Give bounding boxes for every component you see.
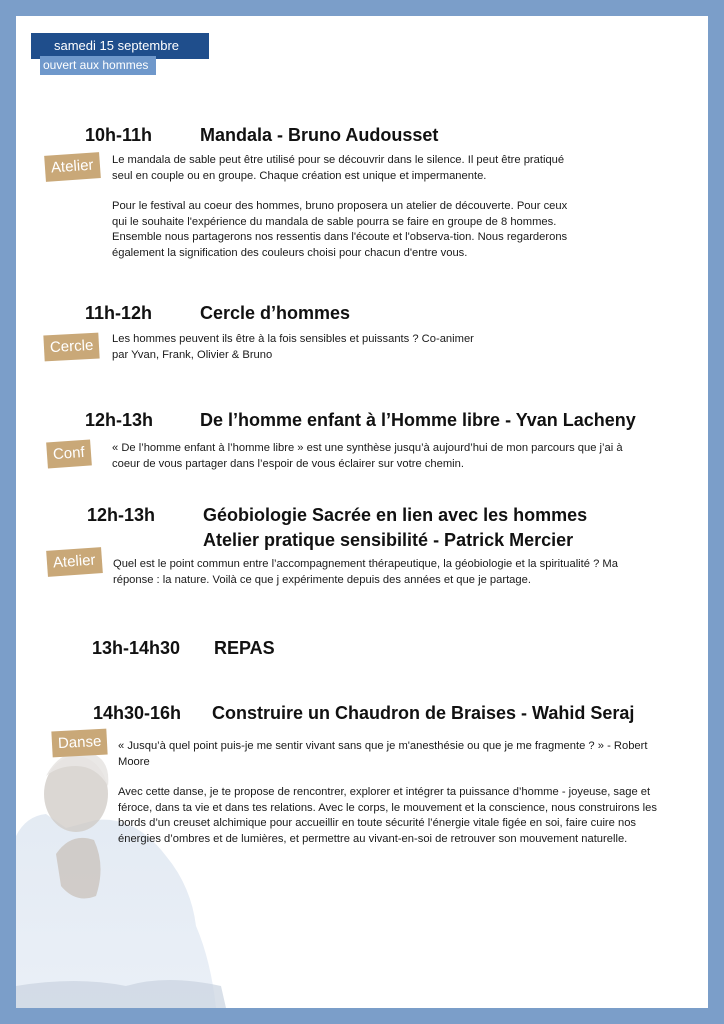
session-tag: Atelier	[46, 547, 102, 577]
description-paragraph: Avec cette danse, je te propose de rencontrer, explorer et intégrer ta puissance d’homme - joyeuse, sage et féroce, dans ta vie et dans tes relations. Avec le corps, le mouvement et la conscience, nous construirons les bords d’un creuset alchimique pour accueillir en toute sécurité l’énergie vitale figée en soi, faire cuire nos énergies d’ombres et de lumières, et permettre au vivant-en-soi de retrouver son mouvement naturelle.	[118, 786, 657, 845]
session-subtitle: Atelier pratique sensibilité - Patrick Mercier	[203, 530, 574, 550]
description-paragraph: Le mandala de sable peut être utilisé pour se découvrir dans le silence. Il peut être pratiqué seul en couple ou en groupe. Chaque création est unique et impermanente.	[112, 154, 565, 182]
session-time: 14h30-16h	[93, 703, 182, 723]
date-banner: samedi 15 septembre	[31, 33, 209, 59]
program-page	[16, 16, 708, 1008]
description-paragraph: Pour le festival au coeur des hommes, bruno proposera un atelier de découverte. Pour ceux qui le souhaite l'expérience du mandala de sable pourra se faire en groupe de 8 hommes. Ensemble nous partagerons nos ressentis dans l'écoute et l'observa-tion. Nous regarderons également la signification des couleurs choisi pour chacun d'entre vous.	[112, 200, 568, 259]
description-paragraph: « Jusqu’à quel point puis-je me sentir vivant sans que je m'anesthésie ou que je me fragmente ? » - Robert Moore	[118, 740, 648, 768]
session-time: 12h-13h	[87, 505, 156, 525]
session-tag: Cercle	[43, 333, 100, 362]
session-title: Cercle d’hommes	[200, 303, 351, 323]
session-description	[112, 441, 652, 472]
description-paragraph: « De l’homme enfant à l’homme libre » est une synthèse jusqu’à aujourd’hui de mon parcours que j’ai à coeur de vous partager dans l’espoir de vous éclairer sur votre chemin.	[112, 442, 623, 470]
session-title: Construire un Chaudron de Braises - Wahid Seraj	[212, 703, 635, 723]
audience-banner: ouvert aux hommes	[40, 56, 156, 75]
session-description	[118, 739, 663, 847]
session-time: 12h-13h	[85, 410, 154, 430]
meal-title: REPAS	[214, 638, 275, 658]
session-time: 11h-12h	[85, 303, 153, 323]
session-title: Mandala - Bruno Audousset	[200, 125, 439, 145]
session-description	[112, 153, 582, 261]
meal-time: 13h-14h30	[92, 638, 181, 658]
session-title: De l’homme enfant à l’Homme libre - Yvan Lacheny	[200, 410, 636, 430]
description-paragraph: Quel est le point commun entre l’accompagnement thérapeutique, la géobiologie et la spiritualité ? Ma réponse : la nature. Voilà ce que j expérimente depuis des années et que je partage.	[113, 558, 618, 586]
session-tag: Conf	[46, 440, 91, 469]
session-tag: Atelier	[44, 152, 100, 182]
session-time: 10h-11h	[85, 125, 153, 145]
session-description	[113, 557, 661, 588]
session-tag: Danse	[51, 729, 108, 758]
session-title: Géobiologie Sacrée en lien avec les hommes	[203, 505, 588, 525]
description-paragraph: Les hommes peuvent ils être à la fois sensibles et puissants ? Co-animer par Yvan, Frank, Olivier & Bruno	[112, 333, 474, 361]
session-description	[112, 332, 482, 363]
